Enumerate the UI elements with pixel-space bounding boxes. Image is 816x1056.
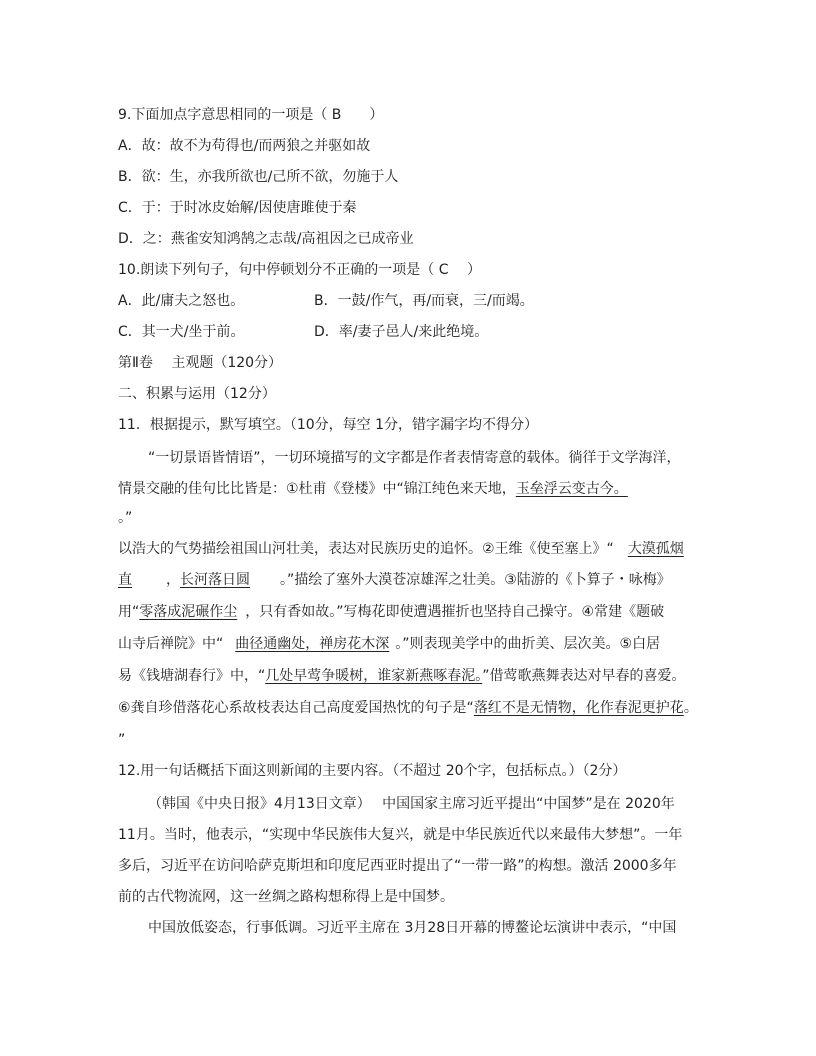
text: ⑥龚自珍借落花心系故枝表达自己高度爱国热忱的句子是“ xyxy=(118,700,474,716)
text: 用“ xyxy=(118,604,140,620)
q12-stem: 12.用一句话概括下面这则新闻的主要内容。（不超过 20个字，包括标点。）（2分） xyxy=(118,763,627,779)
q10-stem: 10.朗读下列句子，句中停顿划分不正确的一项是（ C ） xyxy=(118,262,481,278)
answer-blank: 大漠孤烟 xyxy=(627,541,684,557)
q11-stem: 11．根据提示，默写填空。（10分，每空 1分，错字漏字均不得分） xyxy=(118,417,538,433)
q11-paragraph-line xyxy=(118,634,706,654)
text: 山寺后禅院》中“ xyxy=(118,636,224,652)
answer-blank: 直 xyxy=(118,572,132,588)
text: 以浩大的气势描绘祖国山河壮美，表达对民族历史的追怀。②王维《使至塞上》“ xyxy=(118,541,614,557)
q10-row1 xyxy=(118,291,706,311)
text: 情景交融的佳句比比皆是：①杜甫《登楼》中“锦江纯色来天地， xyxy=(118,481,516,497)
news-line: （韩国《中央日报》4月13日文章） 中国国家主席习近平提出“中国梦”是在 2020年 xyxy=(148,796,675,812)
text: 。”则表现美学中的曲折美、层次美。⑤白居 xyxy=(395,636,661,652)
text: 。”描绘了塞外大漠苍凉雄浑之壮美。③陆游的《卜算子・咏梅》 xyxy=(280,572,671,588)
section-title: 二、积累与运用（12分） xyxy=(118,386,276,402)
answer-blank: 几处早莺争暖树，谁家新燕啄春泥。 xyxy=(265,668,483,684)
q11-paragraph-line xyxy=(118,570,706,590)
q11-paragraph-line xyxy=(118,698,706,718)
answer-blank: 落红不是无情物，化作春泥更护花 xyxy=(473,700,684,716)
news-line: 前的古代物流网，这一丝绸之路构想称得上是中国梦。 xyxy=(118,889,454,905)
q9-option-c: C．于：于时冰皮始解/因使唐雎使于秦 xyxy=(118,200,357,216)
q11-paragraph-line: ” xyxy=(118,732,126,748)
q9-option-a: A．故：故不为苟得也/而两狼之并驱如故 xyxy=(118,138,371,154)
part2-title: 第Ⅱ卷 主观题（120分） xyxy=(118,355,283,371)
q11-paragraph-line xyxy=(118,479,706,499)
q10-row2 xyxy=(118,322,706,342)
news-line: 多后，习近平在访问哈萨克斯坦和印度尼西亚时提出了“一带一路”的构想。激活 2000多年 xyxy=(118,858,677,874)
q10-option-d: D．率/妻子邑人/来此绝境。 xyxy=(314,324,489,340)
q11-paragraph-line: “一切景语皆情语”，一切环境描写的文字都是作者表情寄意的载体。徜徉于文学海洋， xyxy=(148,450,681,466)
answer-blank: 零落成泥碾作尘 xyxy=(139,604,238,620)
text: ，只有香如故。”写梅花即使遭遇摧折也坚持自己操守。④常建《题破 xyxy=(245,604,665,620)
q9-option-b: B．欲：生，亦我所欲也/己所不欲，勿施于人 xyxy=(118,169,399,185)
q11-paragraph-line xyxy=(118,602,706,622)
q11-paragraph-line xyxy=(118,539,706,559)
news-line: 11月。当时，他表示，“实现中华民族伟大复兴，就是中华民族近代以来最伟大梦想”。一年 xyxy=(118,827,683,843)
news-line: 中国放低姿态，行事低调。习近平主席在 3月28日开幕的博鳌论坛演讲中表示，“中国 xyxy=(148,920,677,936)
text: 。 xyxy=(683,700,698,716)
text: 易《钱塘湖春行》中，“ xyxy=(118,668,266,684)
text: ”借莺歌燕舞表达对早春的喜爱。 xyxy=(482,668,686,684)
q10-option-b: B．一鼓/作气，再/而衰，三/而竭。 xyxy=(314,293,534,309)
answer-blank: 玉垒浮云变古今。 xyxy=(515,481,628,497)
q10-option-a: A．此/庸夫之怒也。 xyxy=(118,293,245,309)
answer-blank: 长河落日圆 xyxy=(180,572,250,588)
answer-blank: 曲径通幽处，禅房花木深 xyxy=(235,636,390,652)
q11-paragraph-line: 。” xyxy=(118,510,133,526)
q9-option-d: D．之：燕雀安知鸿鹄之志哉/高祖因之已成帝业 xyxy=(118,231,414,247)
q11-paragraph-line xyxy=(118,666,706,686)
q9-stem: 9.下面加点字意思相同的一项是（ B ） xyxy=(118,107,384,123)
text: ， xyxy=(166,572,180,588)
q10-option-c: C．其一犬/坐于前。 xyxy=(118,324,245,340)
